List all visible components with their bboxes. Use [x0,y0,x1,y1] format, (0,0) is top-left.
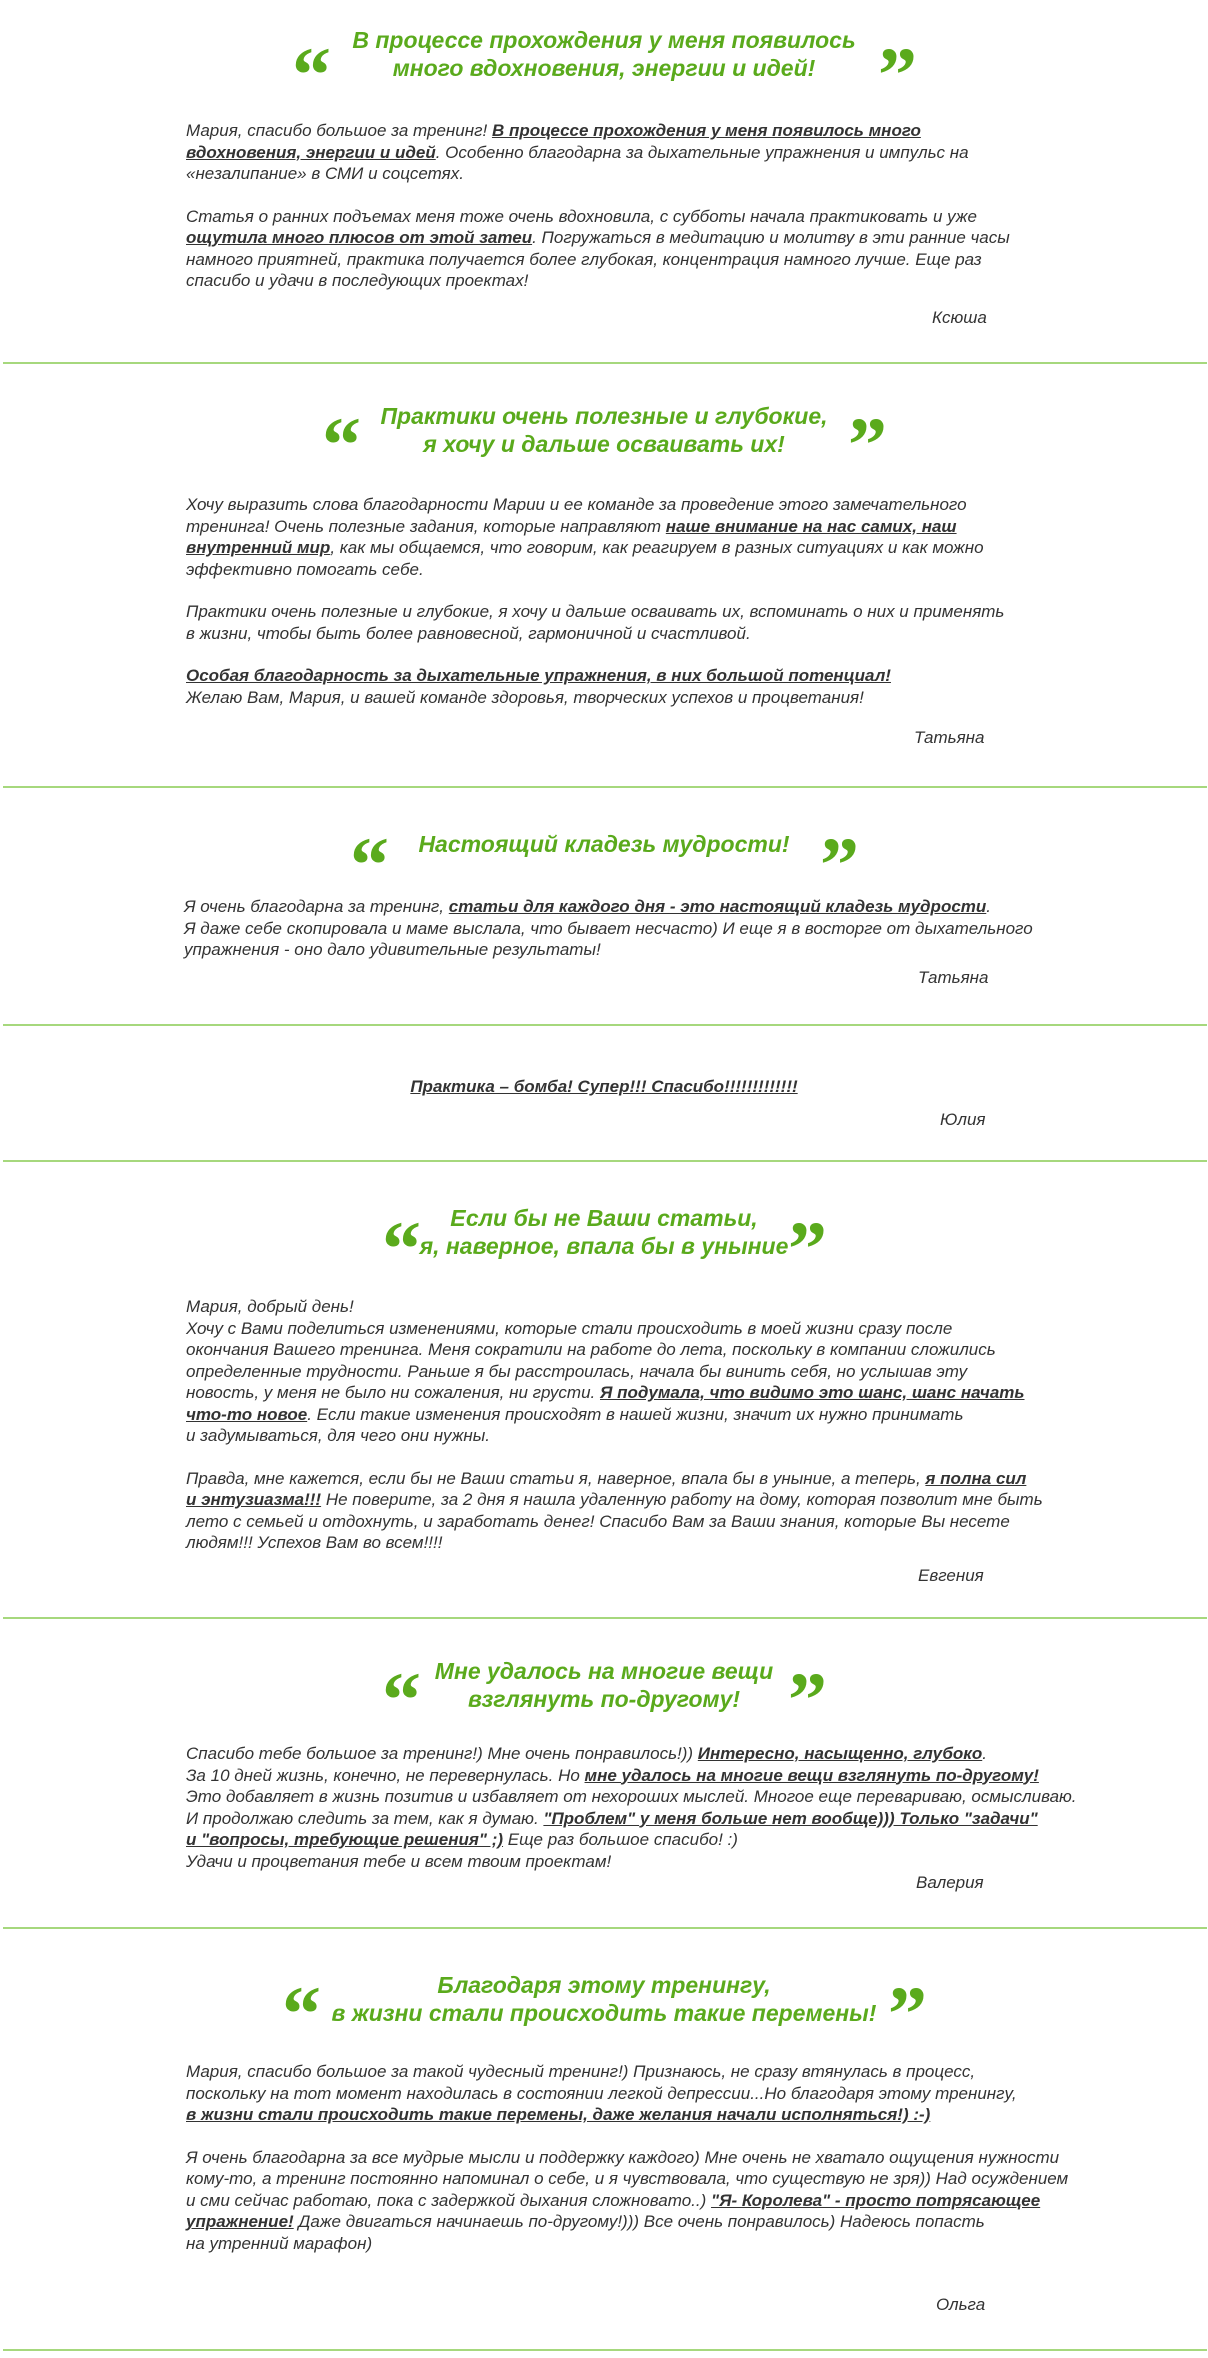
highlight-text: Интересно, насыщенно, глубоко [697,1744,983,1763]
testimonial-3 [0,788,1208,1024]
text-run: Мария, добрый день! Хочу с Вами поделиться изменениями, которые стали происходить в моей жизни сразу после окончания Вашего тренинга. Меня сократили на работе до лета, поскольку в компании сложились определенные трудности. Раньше я бы расстроилась, начала бы винить себя, но услышав эту новость, у меня не было ни сожаления, ни грусти. [186,1297,996,1402]
quote-close-icon: ” [848,401,887,488]
highlight-text: статьи для каждого дня - это настоящий кладезь мудрости [448,897,987,916]
text-run: Я очень благодарна за все мудрые мысли и поддержку каждого) Мне очень не хватало ощущения нужности кому-то, а тренинг постоянно напоминал о себе, и я чувствовала, что существую не зря)) Над осуждением и сми сейчас работаю, пока с задержкой дыхания сложновато..) [186,2147,1069,2210]
paragraph [186,601,1086,644]
text-run: . Я даже себе скопировала и маме выслала, что бывает несчасто) И еще я в восторге от дыхательного упражнения - оно дало удивительные результаты! [184,897,1033,959]
highlight-text: Особая благодарность за дыхательные упражнения, в них большой потенциал! [186,666,891,685]
testimonial-text [186,1296,1106,1554]
text-run: Я очень благодарна за тренинг, [184,897,449,916]
highlight-text: Я подумала, что видимо это шанс, шанс начать что-то новое [186,1383,1025,1424]
text-run: Еще раз большое спасибо! :) Удачи и процветания тебе и всем твоим проектам! [186,1830,738,1871]
paragraph [0,1076,1208,1098]
headline [0,26,1208,82]
paragraph [186,665,1086,708]
paragraph [186,120,1086,185]
quote-close-icon: ” [820,821,859,908]
highlight-text: Практика – бомба! Супер!!! Спасибо!!!!!!!!!!!!! [410,1077,798,1096]
text-run: , как мы общаемся, что говорим, как реагируем в разных ситуациях и как можно эффективно помогать себе. [186,538,984,579]
testimonial-text [184,896,1084,961]
signature: Евгения [918,1566,984,1585]
headline [0,1204,1208,1260]
quote-open-icon: “ [322,401,361,488]
quote-close-icon: ” [788,1656,827,1743]
headline-line: взглянуть по-другому! [467,1686,741,1712]
quote-open-icon: “ [382,1205,421,1292]
highlight-text: наше внимание на нас самих, наш внутренний мир [186,516,957,557]
paragraph [186,1296,1106,1447]
text-run: . За 10 дней жизнь, конечно, не перевернулась. Но [186,1744,987,1785]
text-run: Практики очень полезные и глубокие, я хочу и дальше осваивать их, вспоминать о них и применять в жизни, чтобы быть более равновесной, гармоничной и счастливой. [186,602,1005,643]
headline-line: Благодаря этому тренингу, [437,1972,771,1998]
headline-line: В процессе прохождения у меня появилось [352,27,856,53]
paragraph [186,494,1086,580]
headline-line: Практики очень полезные и глубокие, [380,403,828,429]
testimonial-text [186,2061,1126,2254]
paragraph [186,2147,1126,2255]
testimonial-text [186,494,1086,708]
headline [0,402,1208,458]
text-run: Мария, спасибо большое за такой чудесный тренинг!) Признаюсь, не сразу втянулась в процесс, поскольку на тот момент находилась в состоянии легкой депрессии...Но благодаря этому тренингу, [186,2062,1017,2103]
testimonial-2 [0,364,1208,786]
headline-line: Если бы не Ваши статьи, [450,1205,758,1231]
paragraph [184,896,1084,961]
signature: Татьяна [914,728,985,747]
highlight-text: "Я- Королева" - просто потрясающее упражнение! [186,2190,1041,2231]
quote-close-icon: ” [878,31,917,118]
headline-line: Мне удалось на многие вещи [434,1658,774,1684]
testimonial-5 [0,1162,1208,1617]
headline-line: я хочу и дальше осваивать их! [423,431,785,457]
signature: Татьяна [918,968,989,987]
text-run: Мария, спасибо большое за тренинг! [186,121,492,140]
headline-line: в жизни стали происходить такие перемены! [331,2000,877,2026]
highlight-text: в жизни стали происходить такие перемены, даже желания начали исполняться!) :-) [186,2105,931,2124]
headline [0,1971,1208,2027]
highlight-text: В процессе прохождения у меня появилось много [491,121,921,140]
quote-close-icon: ” [788,1205,827,1292]
headline-line: Настоящий кладезь мудрости! [418,831,790,857]
text-run: Это добавляет в жизнь позитив и избавляет от нехороших мыслей. Многое еще перевариваю, осмысливаю. И продолжаю следить за тем, как я думаю. [186,1787,1077,1828]
text-run: Даже двигаться начинаешь по-другому!))) Все очень понравилось) Надеюсь попасть на утренний марафон) [186,2212,985,2253]
paragraph [186,1743,1126,1872]
testimonial-6 [0,1619,1208,1927]
divider [3,2349,1207,2351]
text-run: Желаю Вам, Мария, и вашей команде здоровья, творческих успехов и процветания! [186,687,864,707]
testimonial-7 [0,1929,1208,2349]
headline-line: много вдохновения, энергии и идей! [392,55,816,81]
paragraph [186,2061,1126,2126]
text-run: Не поверите, за 2 дня я нашла удаленную работу на дому, которая позволит мне быть лето с семьей и отдохнуть, и заработать денег! Спасибо Вам за Ваши знания, которые Вы несете людям!!! Успехов Вам во всем!!!! [186,1490,1043,1552]
highlight-text: мне удалось на многие вещи взглянуть по-другому! [584,1765,1039,1785]
highlight-text: ощутила много плюсов от этой затеи [186,228,533,247]
quote-open-icon: “ [292,31,331,118]
text-run: Спасибо тебе большое за тренинг!) Мне очень понравилось!)) [186,1744,698,1763]
headline [0,830,1208,858]
headline [0,1657,1208,1713]
highlight-text: я полна сил и энтузиазма!!! [186,1468,1027,1509]
testimonial-1 [0,0,1208,363]
paragraph [186,206,1086,292]
quote-open-icon: “ [282,1970,321,2057]
quote-open-icon: “ [382,1656,421,1743]
testimonial-4 [0,1026,1208,1160]
signature: Ксюша [932,308,987,327]
text-run: . Если такие изменения происходят в нашей жизни, значит их нужно принимать и задумываться, для чего они нужны. [186,1404,964,1445]
text-run: Правда, мне кажется, если бы не Ваши статьи я, наверное, впала бы в уныние, а теперь, [186,1468,926,1488]
highlight-text: вдохновения, энергии и идей [186,142,436,162]
quote-close-icon: ” [888,1970,927,2057]
highlight-text: "Проблем" у меня больше нет вообще))) Только "задачи" и "вопросы, требующие решения" ;) [186,1808,1038,1849]
testimonial-text [0,1076,1208,1098]
headline-line: я, наверное, впала бы в уныние [419,1233,789,1259]
text-run: Статья о ранних подъемах меня тоже очень вдохновила, с субботы начала практиковать и уже [186,206,977,226]
paragraph [186,1468,1106,1554]
text-run: . Особенно благодарна за дыхательные упражнения и импульс на «незалипание» в СМИ и соцсетях. [186,142,969,183]
text-run: . Погружаться в медитацию и молитву в эти ранние часы намного приятней, практика получается более глубокая, концентрация намного лучше. Еще раз спасибо и удачи в последующих проектах! [186,228,1010,290]
signature: Юлия [940,1110,986,1129]
quote-open-icon: “ [350,821,389,908]
text-run: Хочу выразить слова благодарности Марии и ее команде за проведение этого замечательного тренинга! Очень полезные задания, которые направляют [186,495,967,536]
testimonial-text [186,120,1086,292]
signature: Валерия [916,1873,984,1892]
testimonial-text [186,1743,1126,1872]
signature: Ольга [936,2295,986,2314]
